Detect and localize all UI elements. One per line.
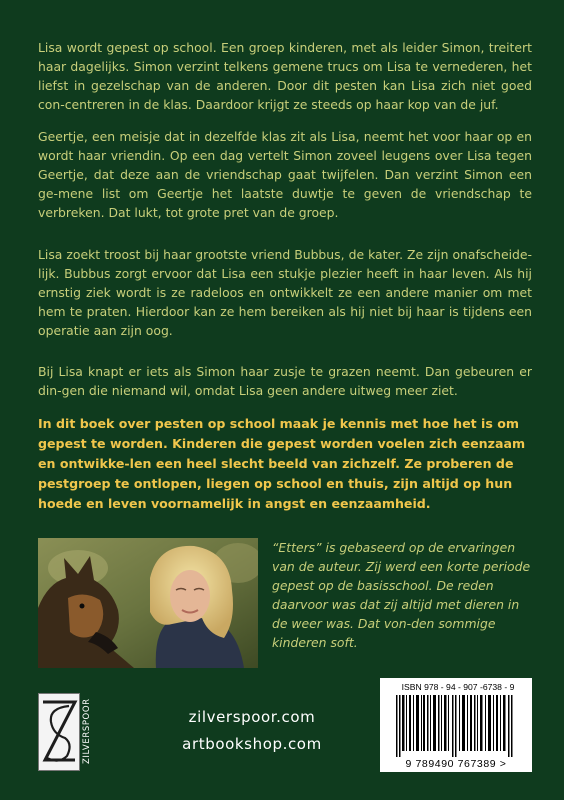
barcode-number: 9 789490 767389 > bbox=[405, 758, 507, 770]
blurb-paragraph-1: Lisa wordt gepest op school. Een groep kinderen, met als leider Simon, treitert haar dagelijks. Simon verzint telkens gemene trucs om Lisa te vernederen, het liefst in gezelschap van de anderen. Door dit pesten kan Lisa zich niet goed con-centreren in de klas. Daardoor krijgt ze steeds op haar kop van de juf. bbox=[38, 40, 532, 112]
author-photo bbox=[38, 538, 258, 668]
publisher-url-1: zilverspoor.com bbox=[188, 708, 316, 726]
blurb-paragraph-4: Bij Lisa knapt er iets als Simon haar zusje te grazen neemt. Dan gebeuren er din-gen die niemand wil, omdat Lisa geen andere uitweg meer ziet. bbox=[38, 364, 532, 398]
barcode bbox=[380, 678, 532, 772]
highlight-paragraph: In dit boek over pesten op school maak je kennis met hoe het is om gepest te worden. Kinderen die gepest worden voelen zich eenzaam en ontwikke-len een heel slecht beeld van zichzelf. Ze proberen de pestgroep te ontlopen, liegen op school en thuis, zijn altijd op hun hoede en leven voornamelijk in angst en eenzaamheid. bbox=[38, 416, 526, 511]
publisher-url-2: artbookshop.com bbox=[182, 735, 322, 753]
blurb-paragraph-3: Lisa zoekt troost bij haar grootste vriend Bubbus, de kater. Ze zijn onafscheide-lijk. Bubbus zorgt ervoor dat Lisa een stukje plezier heeft in haar leven. Als hij ernstig ziek wordt is ze radeloos en ontwikkelt ze een andere manier om met hem te praten. Hierdoor kan ze hem bereiken als hij niet bij haar is tijdens een operatie aan zijn oog. bbox=[38, 247, 532, 338]
author-note: “Etters” is gebaseerd op de ervaringen van de auteur. Zij werd een korte periode gepest op de basisschool. De reden daarvoor was dat zij altijd met dieren in de weer was. Dat von-den sommige kinderen soft. bbox=[272, 540, 531, 650]
publisher-logo-text: ZILVERSPOOR bbox=[82, 698, 92, 764]
publisher-logo bbox=[38, 693, 80, 771]
blurb-paragraph-2: Geertje, een meisje dat in dezelfde klas zit als Lisa, neemt het voor haar op en wordt haar vriendin. Op een dag vertelt Simon zoveel leugens over Lisa tegen Geertje, dat deze aan de vriendschap gaat twijfelen. Dan verzint Simon een ge-mene list om Geertje het laatste duwtje te geven de vriendschap te verbreken. Dat lukt, tot grote pret van de groep. bbox=[38, 129, 532, 220]
barcode-bars bbox=[392, 695, 520, 757]
isbn-label: ISBN 978 - 94 - 907 -6738 - 9 bbox=[401, 682, 515, 692]
